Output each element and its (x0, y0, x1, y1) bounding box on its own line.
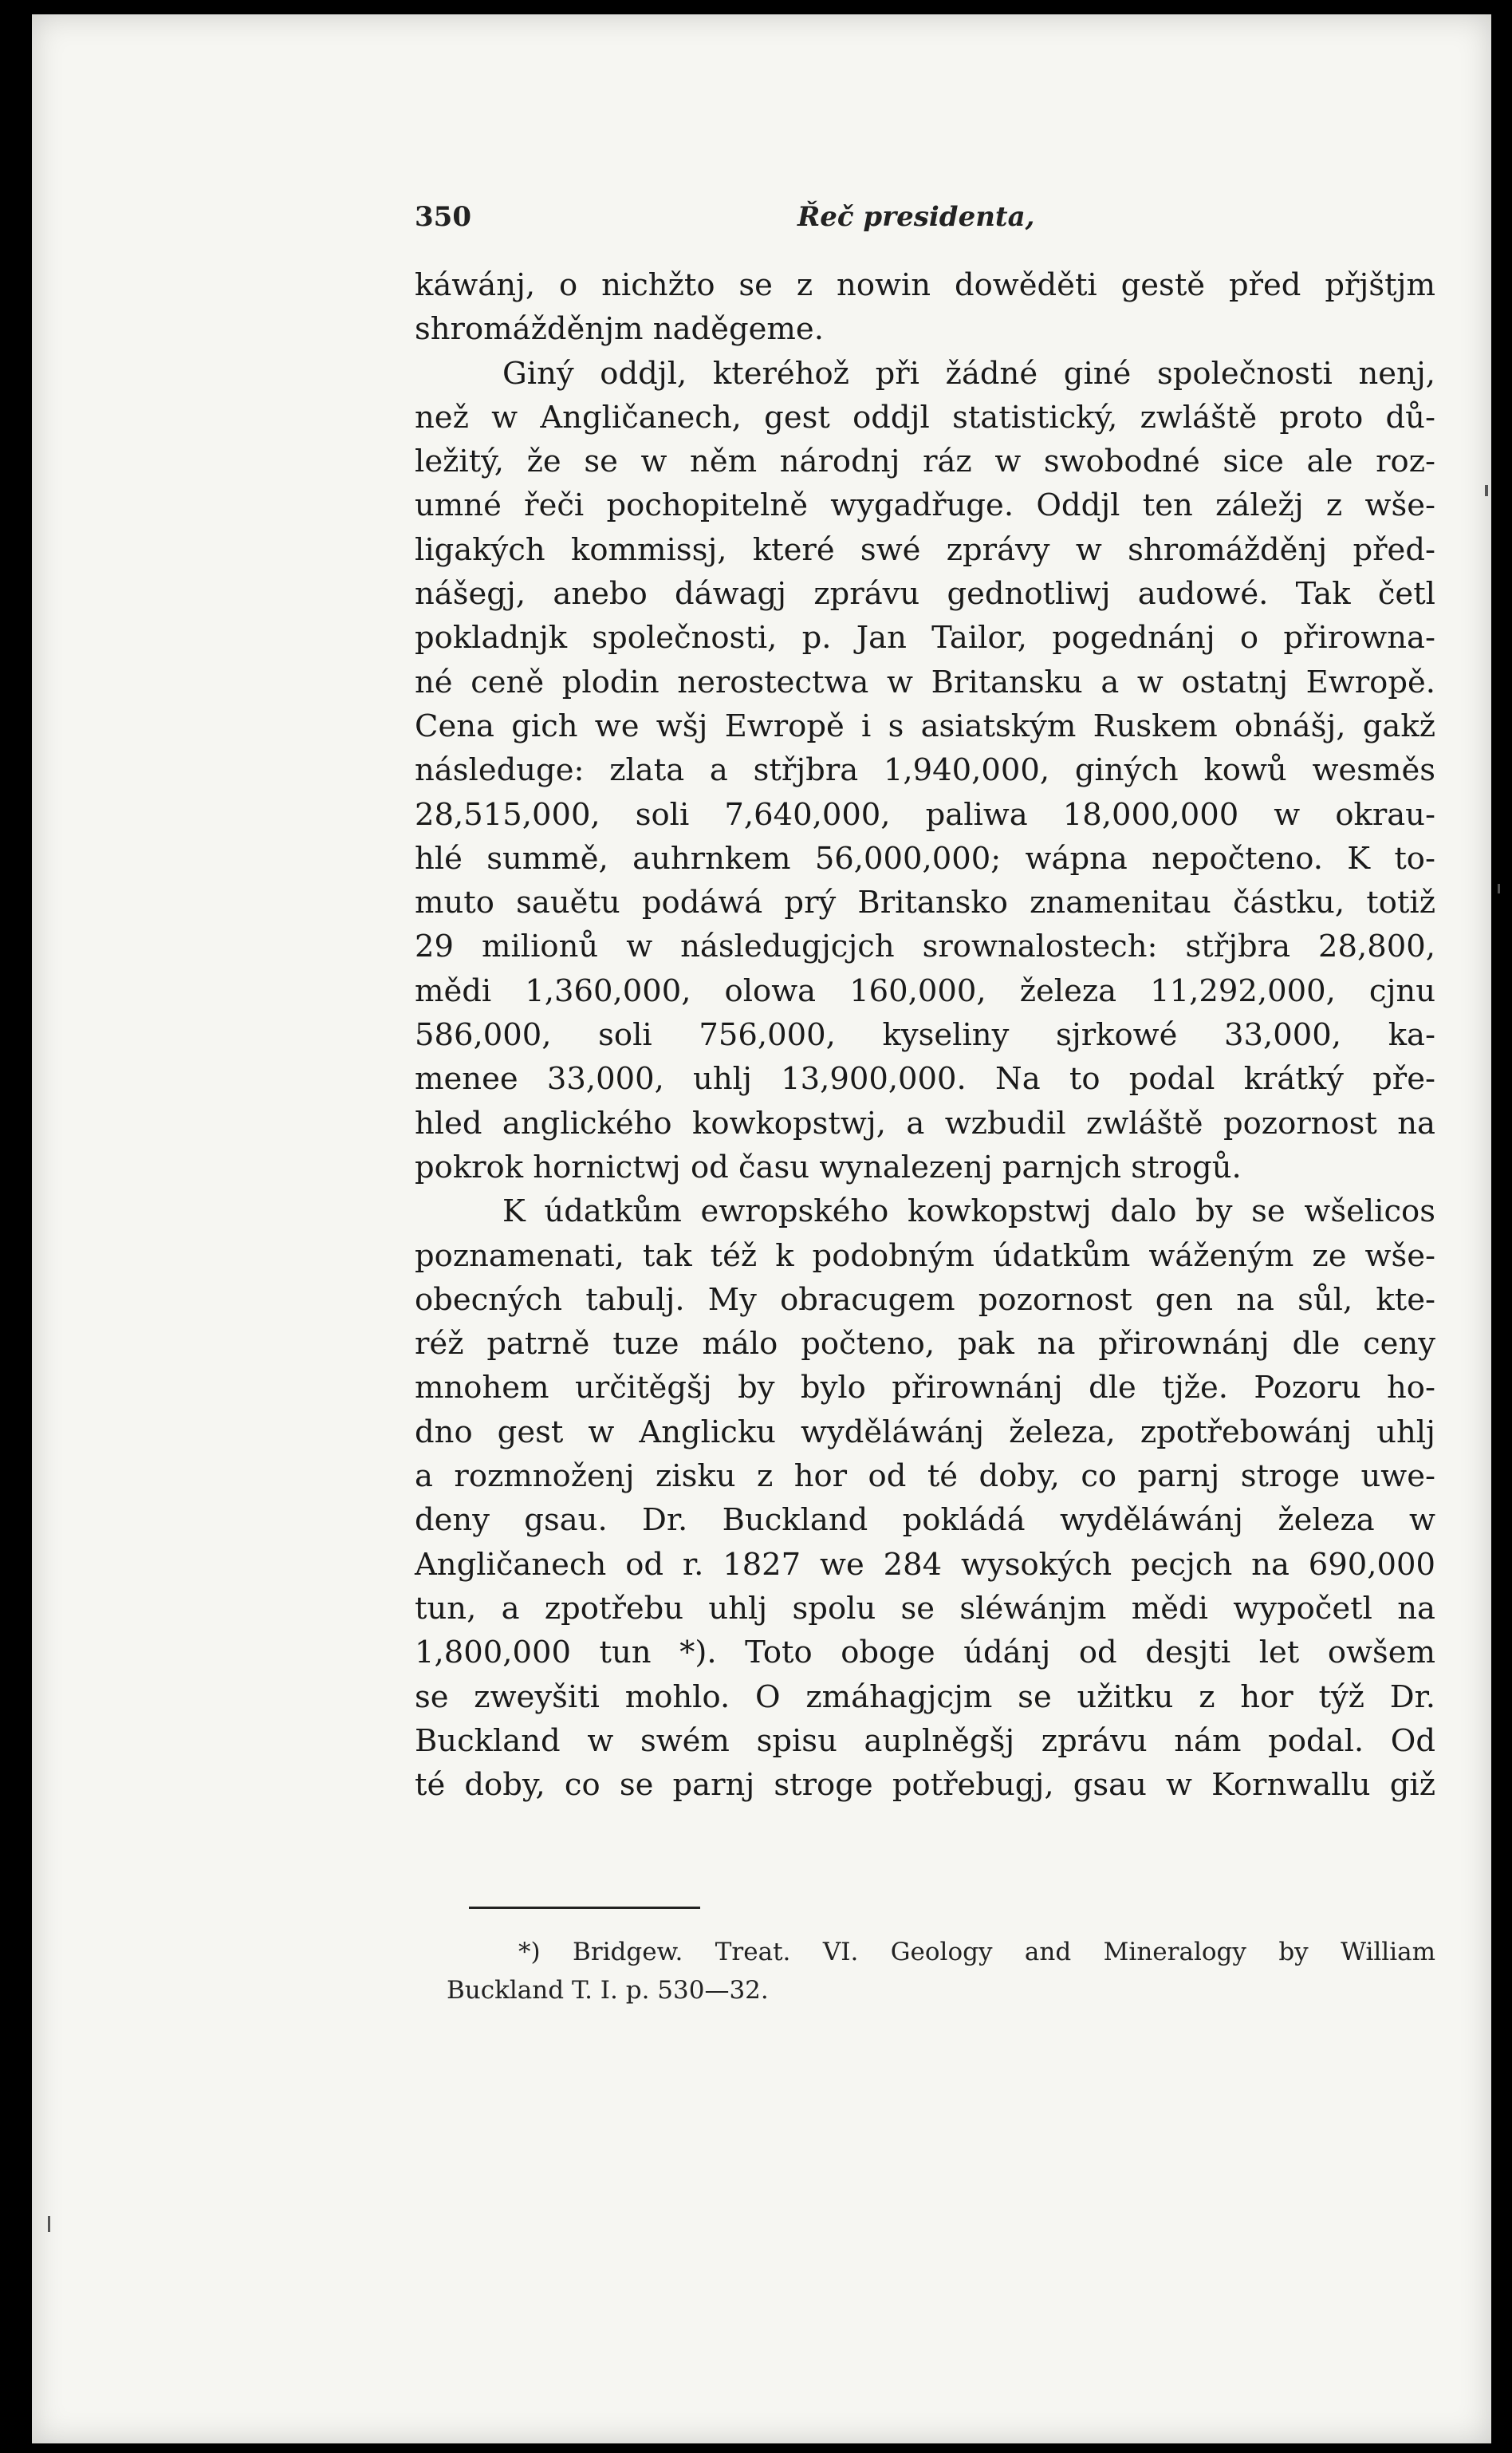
text-line: hled anglického kowkopstwj, a wzbudil zwláště pozornost na (415, 1105, 1435, 1142)
text-line: 1,800,000 tun *). Toto oboge údánj od desjti let owšem (415, 1635, 1435, 1671)
text-line: pokrok hornictwj od času wynalezenj parnjch strogů. (415, 1149, 1242, 1185)
scan-speck (1485, 485, 1488, 496)
body-text (415, 263, 1435, 1807)
page-header (415, 191, 1132, 239)
text-line: hlé summě, auhrnkem 56,000,000; wápna nepočteno. K to- (415, 840, 1435, 877)
text-line: a rozmnoženj zisku z hor od té doby, co parnj stroge uwe- (415, 1458, 1435, 1495)
text-line: dno gest w Anglicku wyděláwánj železa, zpotřebowánj uhlj (415, 1414, 1435, 1450)
text-line: shromážděnjm naděgeme. (415, 311, 824, 348)
page-number: 350 (415, 201, 471, 233)
text-line: pokladnjk společnosti, p. Jan Tailor, pogednánj o přirowna- (415, 620, 1435, 657)
text-line: réž patrně tuze málo počteno, pak na přirownánj dle ceny (415, 1326, 1435, 1363)
text-line: 28,515,000, soli 7,640,000, paliwa 18,000,000 w okrau- (415, 796, 1435, 833)
footnote (447, 1933, 1435, 2009)
scan-speck (1498, 884, 1500, 893)
text-line: umné řeči pochopitelně wygadřuge. Oddjl ten záležj z wše- (415, 487, 1435, 524)
text-line: né ceně plodin nerostectwa w Britansku a w ostatnj Ewropě. (415, 664, 1435, 700)
text-line: káwánj, o nichžto se z nowin dowěděti gestě před přjštjm (415, 267, 1435, 303)
text-line: té doby, co se parnj stroge potřebugj, gsau w Kornwallu giž (415, 1767, 1435, 1804)
footnote-line: Buckland T. I. p. 530—32. (447, 1976, 769, 2005)
footnote-line: *) Bridgew. Treat. VI. Geology and Mineralogy by William (518, 1938, 1435, 1966)
text-line: poznamenati, tak též k podobným údatkům wáženým ze wše- (415, 1237, 1435, 1274)
paragraph-start-line: Giný oddjl, kteréhož při žádné giné společnosti nenj, (502, 355, 1435, 392)
text-line: ligakých kommissj, které swé zprávy w shromážděnj před- (415, 531, 1435, 568)
text-line: 29 milionů w následugjcjch srownalostech: střjbra 28,800, (415, 929, 1435, 965)
text-line: mnohem určitěgšj by bylo přirownánj dle tjže. Pozoru ho- (415, 1370, 1435, 1406)
text-line: mědi 1,360,000, olowa 160,000, železa 11,292,000, cjnu (415, 972, 1435, 1009)
text-line: tun, a zpotřebu uhlj spolu se sléwánjm mědi wypočetl na (415, 1590, 1435, 1627)
text-line: menee 33,000, uhlj 13,900,000. Na to podal krátký pře- (415, 1061, 1435, 1098)
text-line: než w Angličanech, gest oddjl statistický, zwláště proto dů- (415, 399, 1435, 436)
book-page (32, 14, 1491, 2443)
text-line: následuge: zlata a střjbra 1,940,000, giných kowů wesměs (415, 752, 1435, 789)
text-line: Angličanech od r. 1827 we 284 wysokých pecjch na 690,000 (415, 1546, 1435, 1583)
text-line: se zweyšiti mohlo. O zmáhagjcjm se užitku z hor týž Dr. (415, 1678, 1435, 1715)
footnote-rule (469, 1907, 700, 1909)
scan-speck (48, 2216, 50, 2232)
text-line: obecných tabulj. My obracugem pozornost gen na sůl, kte- (415, 1281, 1435, 1318)
text-line: Buckland w swém spisu auplněgšj zprávu nám podal. Od (415, 1722, 1435, 1759)
text-line: deny gsau. Dr. Buckland pokládá wyděláwánj železa w (415, 1502, 1435, 1539)
text-line: muto sauětu podáwá prý Britansko znamenitau částku, totiž (415, 885, 1435, 921)
running-head: Řeč presidenta, (797, 201, 1035, 233)
text-line: 586,000, soli 756,000, kyseliny sjrkowé 33,000, ka- (415, 1017, 1435, 1054)
text-line: ležitý, že se w něm národnj ráz w swobodné sice ale roz- (415, 444, 1435, 480)
paragraph-start-line: K údatkům ewropského kowkopstwj dalo by se wšelicos (502, 1193, 1435, 1230)
text-line: nášegj, anebo dáwagj zprávu gednotliwj audowé. Tak četl (415, 576, 1435, 613)
text-line: Cena gich we wšj Ewropě i s asiatským Ruskem obnášj, gakž (415, 708, 1435, 744)
